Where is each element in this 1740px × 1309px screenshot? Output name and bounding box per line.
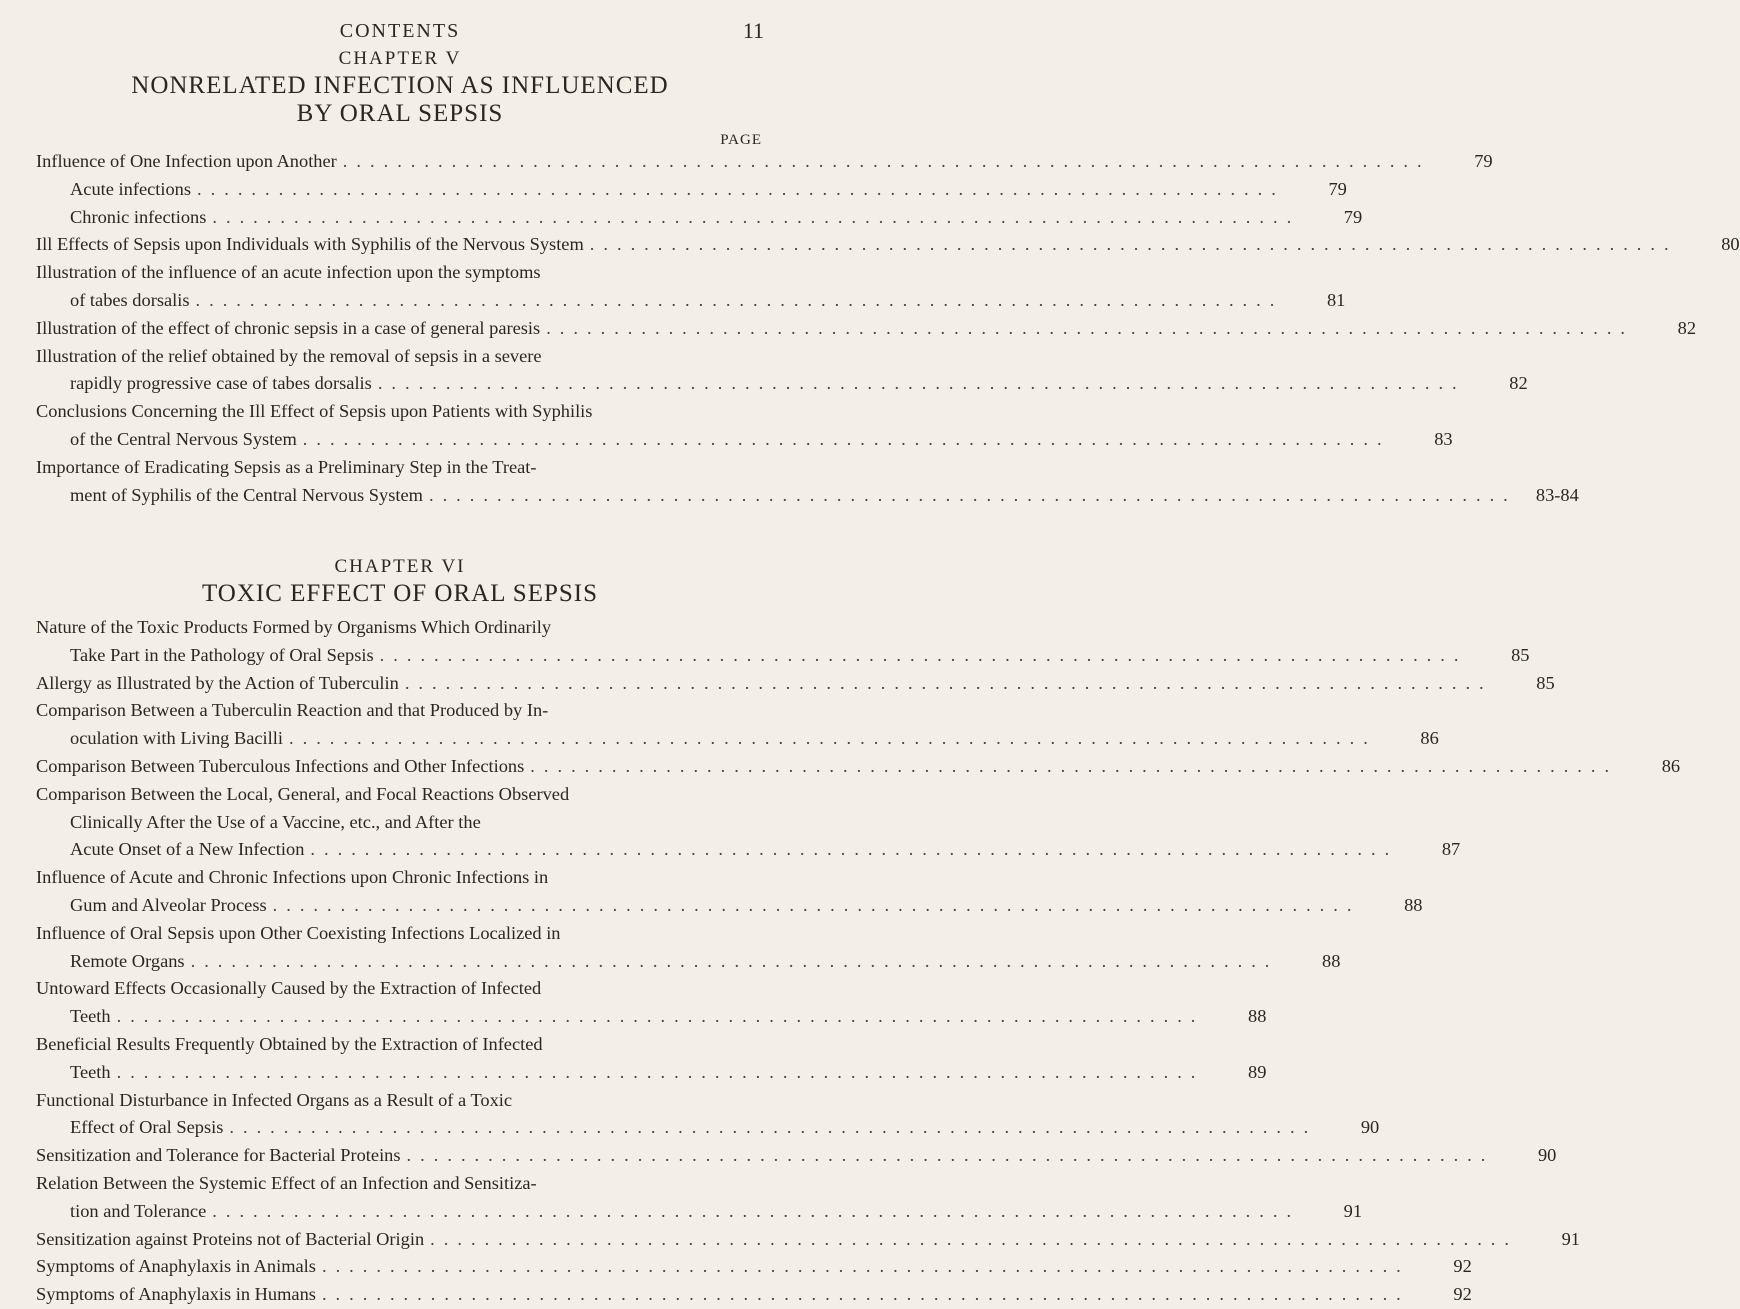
toc-entry-text: Relation Between the Systemic Effect of an Infection and Sensitiza-	[36, 1172, 537, 1193]
toc-entry-line	[36, 259, 764, 287]
chapter-title-line: TOXIC EFFECT OF ORAL SEPSIS	[201, 580, 599, 607]
toc-entry	[36, 697, 1439, 753]
dot-leader: ................................................................................	[229, 1117, 1318, 1138]
toc-entry-text: Ill Effects of Sepsis upon Individuals with Syphilis of the Nervous System	[36, 234, 584, 255]
toc-entry-text: Influence of Acute and Chronic Infections upon Chronic Infections in	[36, 867, 549, 888]
toc-entry-text: of the Central Nervous System	[70, 428, 297, 449]
dot-leader: ................................................................................	[289, 728, 1377, 749]
toc-entry	[36, 204, 1363, 232]
toc-entry-text: ment of Syphilis of the Central Nervous System	[70, 484, 423, 505]
dot-leader: ................................................................................	[546, 317, 1635, 338]
toc-page-number: 79	[1328, 178, 1347, 199]
chapter-heading	[0, 554, 800, 608]
dot-leader: ................................................................................	[212, 1200, 1301, 1221]
toc-entry	[36, 975, 1267, 1031]
toc-entry-line	[36, 1226, 1580, 1254]
toc-entry-line	[36, 697, 764, 725]
dot-leader: ................................................................................	[430, 1228, 1518, 1249]
toc-page-number: 88	[1404, 894, 1423, 915]
toc-entry-text: Influence of One Infection upon Another	[36, 151, 337, 171]
toc-entry-line	[36, 948, 1341, 976]
toc-entry-line	[36, 1003, 1267, 1031]
dot-leader: ................................................................................	[589, 234, 1678, 255]
toc-entry-line	[36, 642, 1530, 670]
toc-entry-line	[36, 370, 1528, 398]
toc-entry	[36, 1281, 1472, 1309]
toc-entry-text: Importance of Eradicating Sepsis as a Preliminary Step in the Treat-	[36, 456, 537, 477]
toc-page-number: 81	[1326, 289, 1346, 310]
toc-entry-text: Chronic infections	[70, 206, 207, 227]
dot-leader: ................................................................................	[342, 151, 1431, 171]
toc-entry-line	[36, 920, 764, 948]
dot-leader: ................................................................................	[116, 1061, 1205, 1082]
toc-entry-text: Comparison Between Tuberculous Infections and Other Infections	[36, 755, 525, 776]
dot-leader: ................................................................................	[310, 839, 1399, 860]
toc-entry-text: Effect of Oral Sepsis	[70, 1117, 224, 1138]
toc-entry	[36, 864, 1423, 920]
toc-entry-text: Sensitization and Tolerance for Bacterial Proteins	[36, 1145, 401, 1166]
dot-leader: ................................................................................	[321, 1256, 1410, 1277]
toc-entry-line	[36, 148, 1493, 176]
toc-entry-text: oculation with Living Bacilli	[70, 728, 283, 749]
running-title: CONTENTS	[339, 20, 461, 42]
toc-entry	[36, 670, 1555, 698]
toc-entry	[36, 753, 1681, 781]
toc-entry	[36, 1170, 1363, 1226]
toc-entry-text: tion and Tolerance	[70, 1200, 207, 1221]
toc-entry-line	[36, 231, 1740, 259]
toc-entry-line	[36, 1087, 764, 1115]
toc-page-number: 88	[1322, 950, 1341, 971]
running-head	[0, 16, 800, 46]
toc-entry-text: Illustration of the relief obtained by the removal of sepsis in a severe	[36, 345, 542, 366]
toc-page-number: 92	[1453, 1256, 1472, 1277]
dot-leader: ................................................................................	[406, 1145, 1495, 1166]
toc-page-number: 79	[1343, 206, 1363, 227]
toc-entry	[36, 781, 1461, 864]
toc-entry-line	[36, 204, 1363, 232]
toc-entry-line	[36, 315, 1697, 343]
toc-entry	[36, 259, 1346, 315]
toc-entry-text: Gum and Alveolar Process	[70, 894, 267, 915]
chapter-label: CHAPTER VI	[334, 556, 466, 577]
toc-page-number: 83	[1434, 428, 1453, 449]
toc-entry-text: Influence of Oral Sepsis upon Other Coexisting Infections Localized in	[36, 922, 561, 943]
toc-entry	[36, 1031, 1267, 1087]
toc-entry	[36, 315, 1697, 343]
toc-entry	[36, 148, 1493, 176]
toc-entry	[36, 1253, 1472, 1281]
toc-entry-line	[36, 1253, 1472, 1281]
toc-entry-text: Nature of the Toxic Products Formed by Organisms Which Ordinarily	[36, 617, 552, 637]
dot-leader: ................................................................................	[212, 206, 1301, 227]
page-column-label: PAGE	[720, 132, 762, 148]
toc-entry-text: Comparison Between a Tuberculin Reaction and that Produced by In-	[36, 700, 549, 721]
dot-leader: ................................................................................	[428, 484, 1517, 505]
toc-entry-line	[36, 176, 1347, 204]
toc-entry-line	[36, 287, 1346, 315]
toc-entry	[36, 1226, 1580, 1254]
toc-entry-line	[36, 1170, 764, 1198]
toc-entry-text: Remote Organs	[70, 950, 185, 971]
dot-leader: ................................................................................	[404, 672, 1493, 693]
toc-entry-line	[36, 1281, 1472, 1309]
toc-entry-text: Acute Onset of a New Infection	[70, 839, 305, 860]
toc-entry-line	[36, 1114, 1380, 1142]
toc-entry	[36, 176, 1347, 204]
toc-entries	[36, 614, 1681, 1309]
toc-entry	[36, 398, 1453, 454]
toc-entry	[36, 343, 1528, 399]
toc-page-number: 82	[1677, 317, 1697, 338]
toc-entry-line	[36, 670, 1555, 698]
dot-leader: ................................................................................	[321, 1284, 1410, 1305]
dot-leader: ................................................................................	[195, 289, 1284, 310]
toc-entry-text: Clinically After the Use of a Vaccine, etc., and After the	[70, 811, 481, 832]
chapter-label: CHAPTER V	[338, 48, 462, 69]
dot-leader: ................................................................................	[530, 755, 1619, 776]
toc-entry-line	[36, 725, 1439, 753]
toc-entry	[36, 920, 1341, 976]
toc-entry-text: Acute infections	[70, 178, 192, 199]
toc-entry-text: Comparison Between the Local, General, and Focal Reactions Observed	[36, 783, 570, 804]
toc-entry-line	[36, 753, 1681, 781]
toc-entry-text: Illustration of the effect of chronic sepsis in a case of general paresis	[36, 317, 541, 338]
toc-entry-text: Teeth	[70, 1006, 111, 1027]
dot-leader: ................................................................................	[190, 950, 1279, 971]
toc-page-number: 88	[1248, 1006, 1267, 1027]
toc-page-number: 92	[1453, 1284, 1472, 1305]
toc-entry-text: of tabes dorsalis	[70, 289, 190, 310]
toc-entry-line	[36, 781, 764, 809]
toc-entry-text: Illustration of the influence of an acute infection upon the symptoms	[36, 262, 541, 283]
toc-entry-text: Teeth	[70, 1061, 111, 1082]
toc-page-number: 90	[1537, 1145, 1557, 1166]
dot-leader: ................................................................................	[197, 178, 1285, 199]
toc-entry-line	[36, 1198, 1363, 1226]
toc-page-number: 89	[1248, 1061, 1267, 1082]
toc-entry-line	[36, 836, 1461, 864]
toc-entry-text: Conclusions Concerning the Ill Effect of Sepsis upon Patients with Syphilis	[36, 401, 593, 422]
toc-entry	[36, 454, 1579, 510]
toc-entry-line	[36, 454, 764, 482]
toc-entry-line	[36, 892, 1423, 920]
toc-entry-line	[36, 1142, 1557, 1170]
toc-entry-line	[36, 975, 764, 1003]
chapter-title-line: NONRELATED INFECTION AS INFLUENCED	[131, 72, 669, 99]
toc-entry-text: Untoward Effects Occasionally Caused by the Extraction of Infected	[36, 978, 542, 999]
toc-entry	[36, 231, 1740, 259]
toc-entry-line	[36, 482, 1579, 510]
toc-page-number: 86	[1420, 728, 1439, 749]
toc-page-number: 80	[1721, 234, 1740, 255]
toc-entry-line	[36, 614, 764, 642]
toc-page-number: 82	[1509, 373, 1528, 394]
toc-page-number: 91	[1343, 1200, 1363, 1221]
toc-entry-line	[36, 1059, 1267, 1087]
toc-entry-text: Take Part in the Pathology of Oral Sepsis	[70, 644, 374, 665]
toc-entry-text: Beneficial Results Frequently Obtained by the Extraction of Infected	[36, 1033, 543, 1054]
toc-entry-text: Symptoms of Anaphylaxis in Humans	[36, 1284, 316, 1305]
toc-entry-line	[36, 864, 764, 892]
toc-page-number: 83-84	[1535, 484, 1579, 505]
dot-leader: ................................................................................	[302, 428, 1391, 449]
toc-entries	[36, 148, 1740, 509]
toc-page-number: 91	[1561, 1228, 1580, 1249]
toc-entry-line	[36, 809, 764, 837]
chapter-title-line: BY ORAL SEPSIS	[296, 100, 504, 127]
dot-leader: ................................................................................	[377, 373, 1466, 394]
toc-entry-text: rapidly progressive case of tabes dorsalis	[70, 373, 372, 394]
toc-entry-text: Symptoms of Anaphylaxis in Animals	[36, 1256, 316, 1277]
toc-page-number: 86	[1661, 755, 1681, 776]
toc-entry-line	[36, 426, 1453, 454]
toc-page-number: 87	[1441, 839, 1461, 860]
toc-entry	[36, 1087, 1380, 1143]
toc-entry-text: Sensitization against Proteins not of Bacterial Origin	[36, 1228, 425, 1249]
chapter-heading	[0, 46, 800, 128]
dot-leader: ................................................................................	[272, 894, 1361, 915]
dot-leader: ................................................................................	[116, 1006, 1205, 1027]
dot-leader: ................................................................................	[379, 644, 1468, 665]
toc-page-number: 85	[1536, 672, 1555, 693]
page-number: 11	[742, 18, 764, 43]
toc-entry-line	[36, 343, 764, 371]
toc-entry-text: Functional Disturbance in Infected Organs as a Result of a Toxic	[36, 1089, 513, 1110]
toc-entry-line	[36, 1031, 764, 1059]
toc-page-number: 85	[1511, 644, 1530, 665]
toc-page-number: 79	[1474, 151, 1493, 171]
toc-entry-text: Allergy as Illustrated by the Action of Tuberculin	[36, 672, 399, 693]
toc-entry	[36, 614, 1530, 670]
toc-entry	[36, 1142, 1557, 1170]
toc-page-number: 90	[1360, 1117, 1380, 1138]
toc-entry-line	[36, 398, 764, 426]
